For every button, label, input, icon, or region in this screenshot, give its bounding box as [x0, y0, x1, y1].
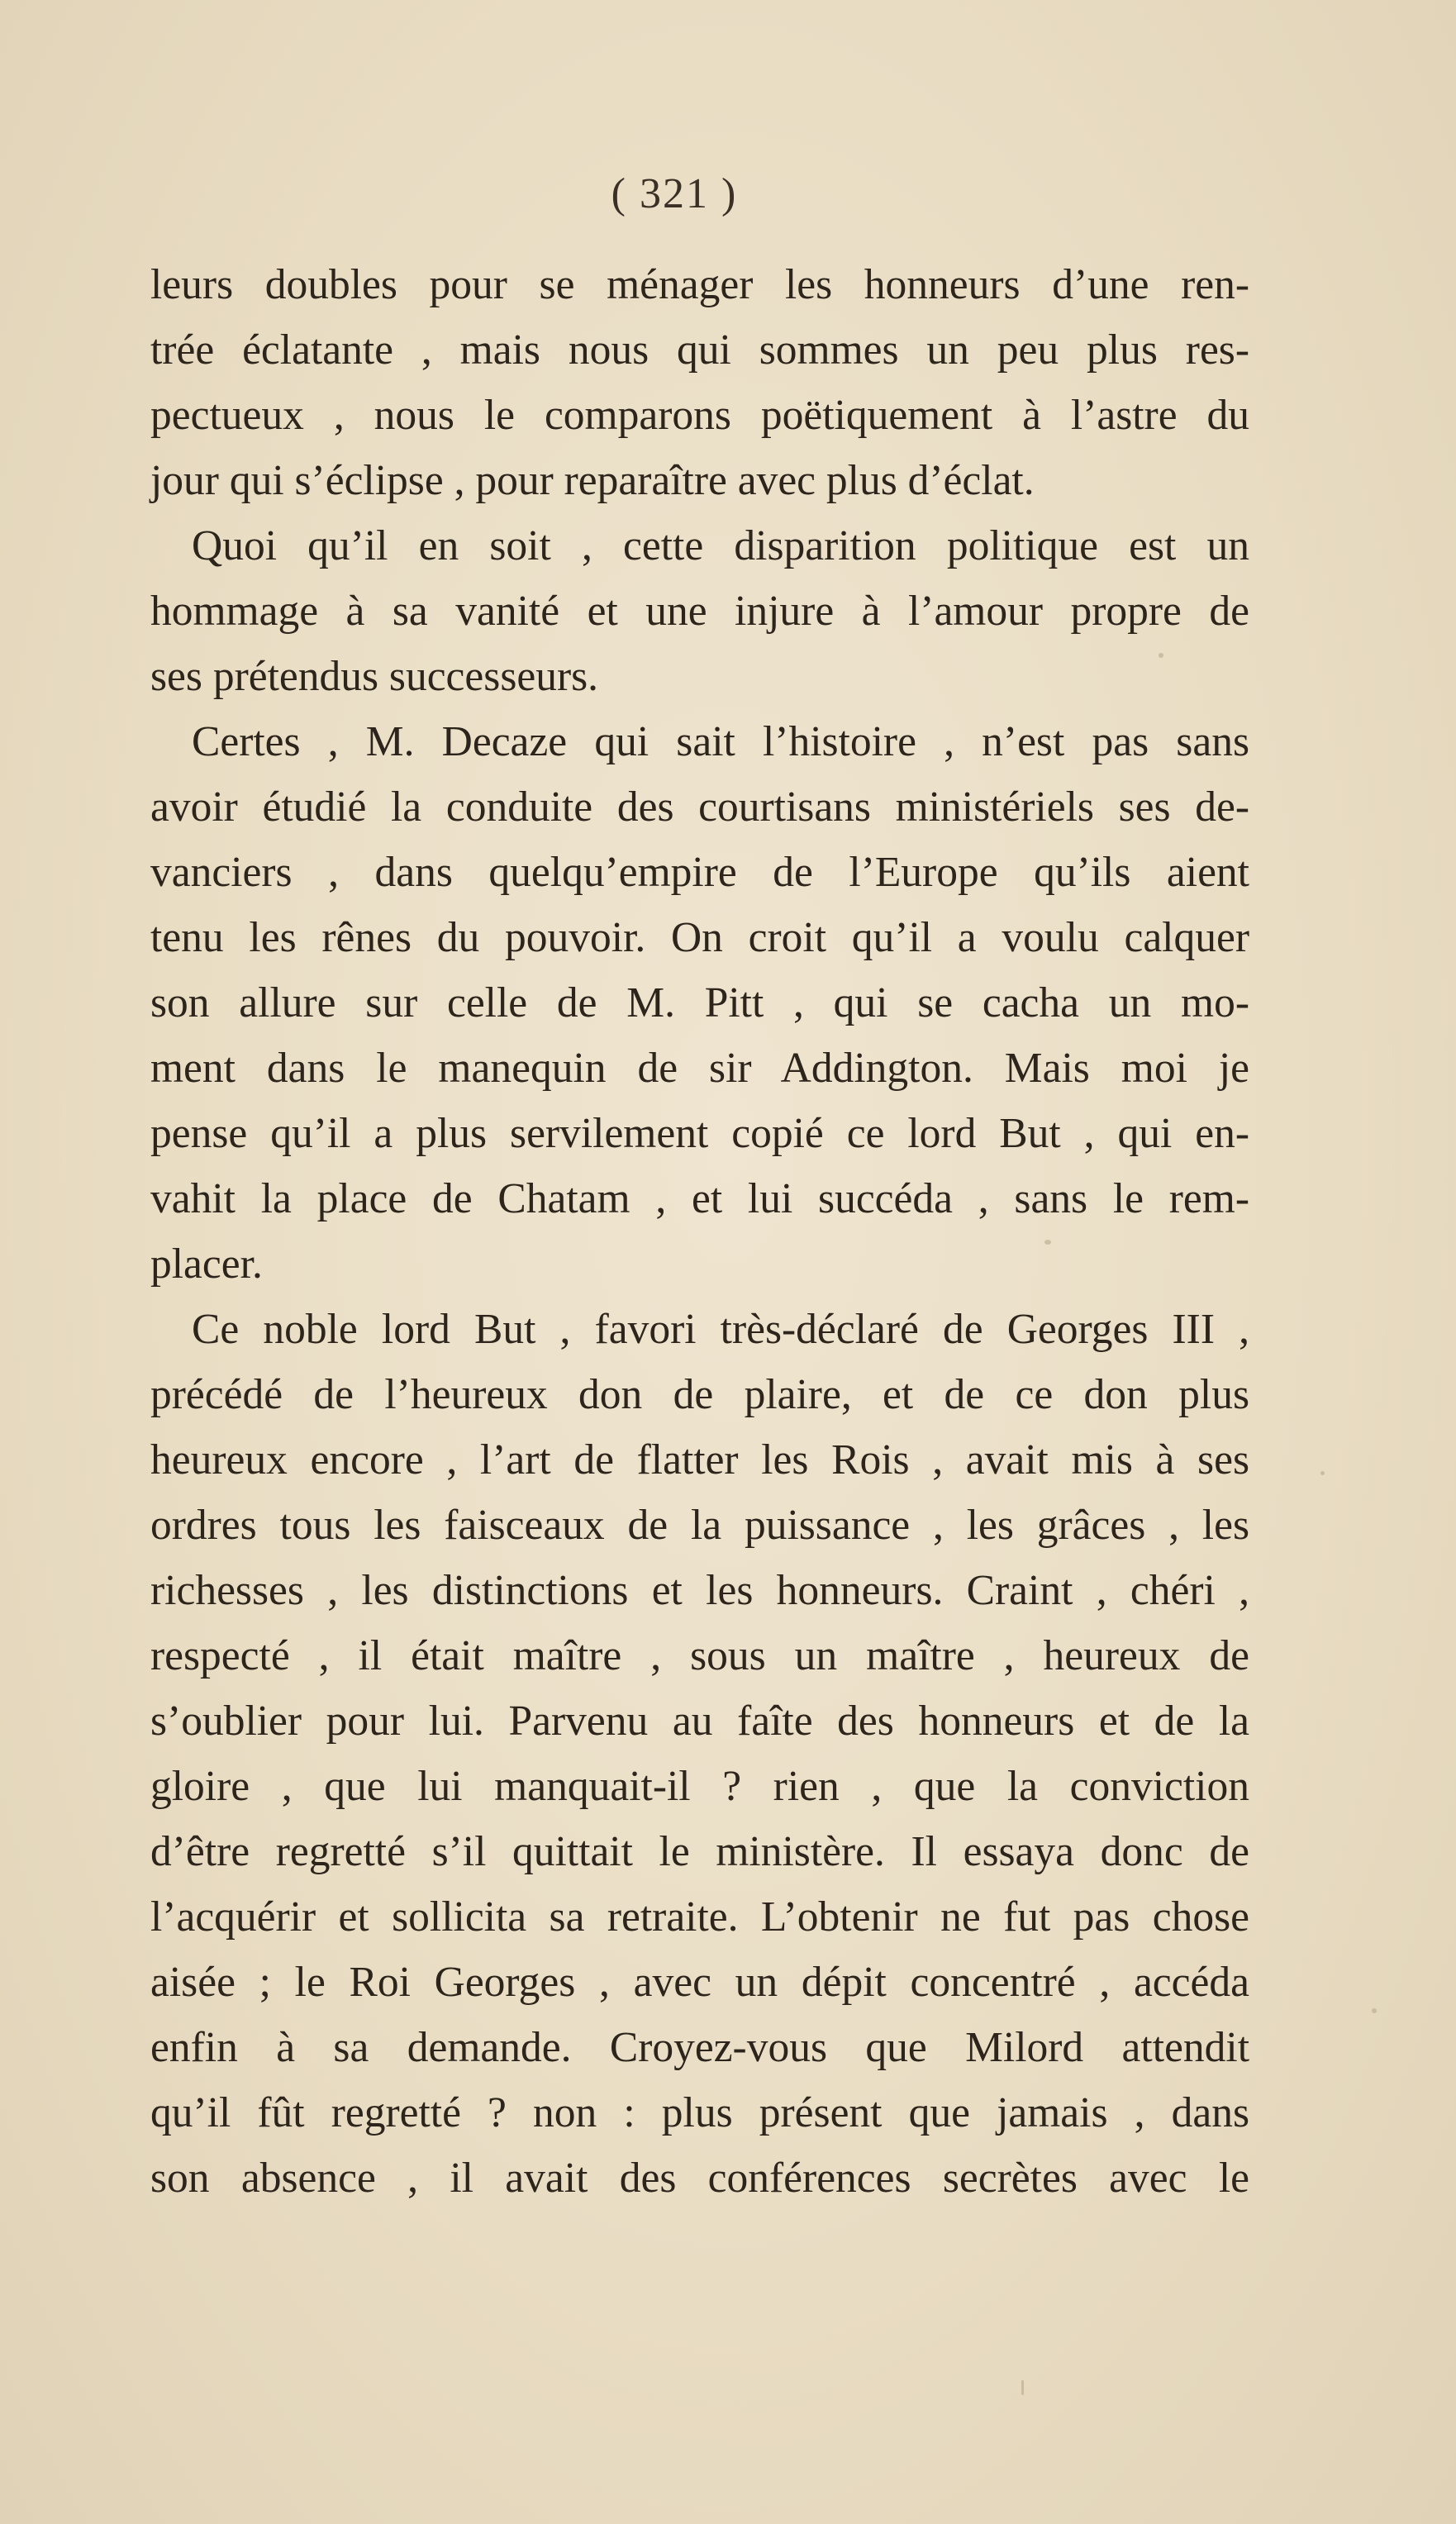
text-line: jour qui s’éclipse , pour reparaître avec plus d’éclat.: [150, 457, 1035, 504]
body-text: [150, 252, 1249, 2211]
text-line: qu’il fût regretté ? non : plus présent que jamais , dans: [150, 2089, 1249, 2136]
text-line: enfin à sa demande. Croyez-vous que Milord attendit: [150, 2024, 1249, 2071]
text-line: son allure sur celle de M. Pitt , qui se cacha un mo-: [150, 979, 1249, 1026]
text-line: pense qu’il a plus servilement copié ce lord But , qui en-: [150, 1110, 1249, 1157]
text-line: s’oublier pour lui. Parvenu au faîte des honneurs et de la: [150, 1698, 1249, 1745]
text-line: aisée ; le Roi Georges , avec un dépit concentré , accéda: [150, 1959, 1249, 2006]
paper-speck: [1159, 653, 1163, 658]
text-line: d’être regretté s’il quittait le ministère. Il essaya donc de: [150, 1828, 1249, 1875]
page-number: ( 321 ): [611, 170, 738, 217]
text-line: son absence , il avait des conférences secrètes avec le: [150, 2155, 1249, 2202]
paper-speck: [1021, 2380, 1024, 2395]
text-line: hommage à sa vanité et une injure à l’amour propre de: [150, 588, 1249, 635]
text-line: pectueux , nous le comparons poëtiquement à l’astre du: [150, 392, 1249, 439]
text-line: richesses , les distinctions et les honneurs. Craint , chéri ,: [150, 1567, 1249, 1614]
text-line: vahit la place de Chatam , et lui succéda , sans le rem-: [150, 1175, 1249, 1222]
text-line: Ce noble lord But , favori très-déclaré de Georges III ,: [192, 1306, 1249, 1353]
paper-speck: [1044, 1240, 1051, 1245]
paper-speck: [1320, 1471, 1325, 1475]
text-line: Quoi qu’il en soit , cette disparition politique est un: [192, 522, 1249, 569]
text-line: Certes , M. Decaze qui sait l’histoire , n’est pas sans: [192, 718, 1249, 765]
text-line: ses prétendus successeurs.: [150, 653, 599, 700]
text-line: leurs doubles pour se ménager les honneurs d’une ren-: [150, 261, 1249, 308]
text-line: tenu les rênes du pouvoir. On croit qu’il a voulu calquer: [150, 914, 1249, 961]
paper-speck: [1372, 2008, 1377, 2013]
text-line: respecté , il était maître , sous un maître , heureux de: [150, 1632, 1249, 1679]
text-line: gloire , que lui manquait-il ? rien , que la conviction: [150, 1763, 1249, 1810]
text-line: trée éclatante , mais nous qui sommes un peu plus res-: [150, 326, 1249, 374]
text-line: heureux encore , l’art de flatter les Rois , avait mis à ses: [150, 1436, 1249, 1483]
text-line: ordres tous les faisceaux de la puissance , les grâces , les: [150, 1502, 1249, 1549]
text-line: ment dans le manequin de sir Addington. Mais moi je: [150, 1045, 1249, 1092]
text-line: avoir étudié la conduite des courtisans ministériels ses de-: [150, 783, 1249, 831]
text-line: l’acquérir et sollicita sa retraite. L’obtenir ne fut pas chose: [150, 1893, 1249, 1941]
text-line: placer.: [150, 1241, 263, 1288]
text-line: vanciers , dans quelqu’empire de l’Europe qu’ils aient: [150, 849, 1249, 896]
text-line: précédé de l’heureux don de plaire, et de ce don plus: [150, 1371, 1249, 1418]
